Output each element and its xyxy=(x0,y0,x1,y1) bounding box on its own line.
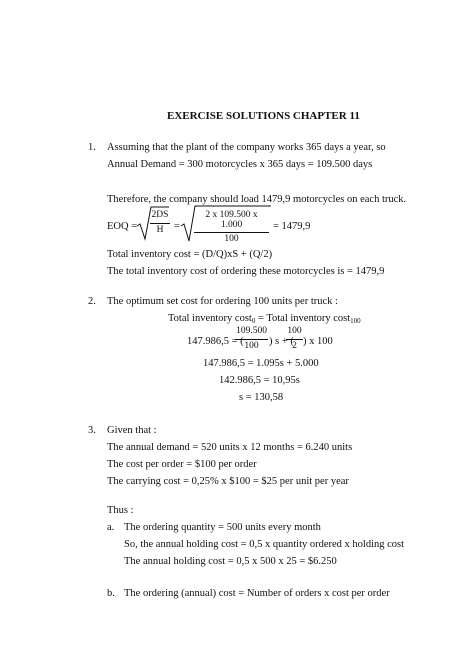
eoq-denominator-1: H xyxy=(156,224,164,235)
q2-line-4: 142.986,5 = 10,95s xyxy=(219,375,300,386)
q2-total-cost-equation: Total inventory cost$_0$ = Total inventory cost$_{100}$ xyxy=(168,313,361,325)
fraction-bar xyxy=(286,339,303,340)
page-title: EXERCISE SOLUTIONS CHAPTER 11 xyxy=(167,110,360,122)
q3-b-line-1: The ordering (annual) cost = Number of orders x cost per order xyxy=(124,588,390,599)
q2-eq-right: ) x 100 xyxy=(303,336,333,347)
q3-line-1: Given that : xyxy=(107,425,157,436)
q2-fraction-1: 109.500 100 xyxy=(236,326,267,351)
fraction-bar xyxy=(150,223,170,224)
equals-sign: = xyxy=(174,221,180,232)
q1-line-5: The total inventory cost of ordering these motorcycles is = 1479,9 xyxy=(107,266,385,277)
eoq-label: EOQ = xyxy=(107,221,138,232)
item-number-3: 3. xyxy=(88,425,96,436)
eoq-numerator-1: 2DS xyxy=(151,210,169,220)
eoq-denominator-2: 100 xyxy=(224,234,239,244)
q2-line-3: 147.986,5 = 1.095s + 5.000 xyxy=(203,358,319,369)
eoq-result: = 1479,9 xyxy=(273,221,311,232)
q3-a-line-2: So, the annual holding cost = 0,5 x quantity ordered x holding cost xyxy=(124,539,405,550)
q3-a-line-1: The ordering quantity = 500 units every month xyxy=(124,522,321,533)
q2-fraction-2: 100 2 xyxy=(287,326,302,351)
sub-item-b-label: b. xyxy=(107,588,115,599)
q1-line-3: Therefore, the company should load 1479,9 motorcycles on each truck. xyxy=(107,194,407,205)
q2-eq-mid: ) s + ( xyxy=(269,336,294,347)
eoq-numerator-2: 2 x 109.500 x 1.000 xyxy=(205,210,258,230)
eoq-fraction-1 xyxy=(150,211,170,235)
item-number-1: 1. xyxy=(88,142,96,153)
sub-item-a-label: a. xyxy=(107,522,115,533)
q3-a-line-3: The annual holding cost = 0,5 x 500 x 25 = $6.250 xyxy=(124,556,337,567)
eoq-fraction-2 xyxy=(194,211,269,245)
q3-thus: Thus : xyxy=(107,505,134,516)
fraction-bar xyxy=(194,232,269,233)
q2-line-1: The optimum set cost for ordering 100 units per truck : xyxy=(107,296,338,307)
q2-eq-left: 147.986,5 = ( xyxy=(187,336,244,347)
q1-line-2: Annual Demand = 300 motorcycles x 365 days = 109.500 days xyxy=(107,159,373,170)
q3-line-3: The cost per order = $100 per order xyxy=(107,459,257,470)
item-number-2: 2. xyxy=(88,296,96,307)
q1-line-1: Assuming that the plant of the company works 365 days a year, so xyxy=(107,142,386,153)
q1-line-4: Total inventory cost = (D/Q)xS + (Q/2) xyxy=(107,249,273,260)
fraction-bar xyxy=(235,339,268,340)
q3-line-4: The carrying cost = 0,25% x $100 = $25 per unit per year xyxy=(107,476,349,487)
q2-line-5: s = 130,58 xyxy=(239,392,284,403)
q3-line-2: The annual demand = 520 units x 12 months = 6.240 units xyxy=(107,442,353,453)
